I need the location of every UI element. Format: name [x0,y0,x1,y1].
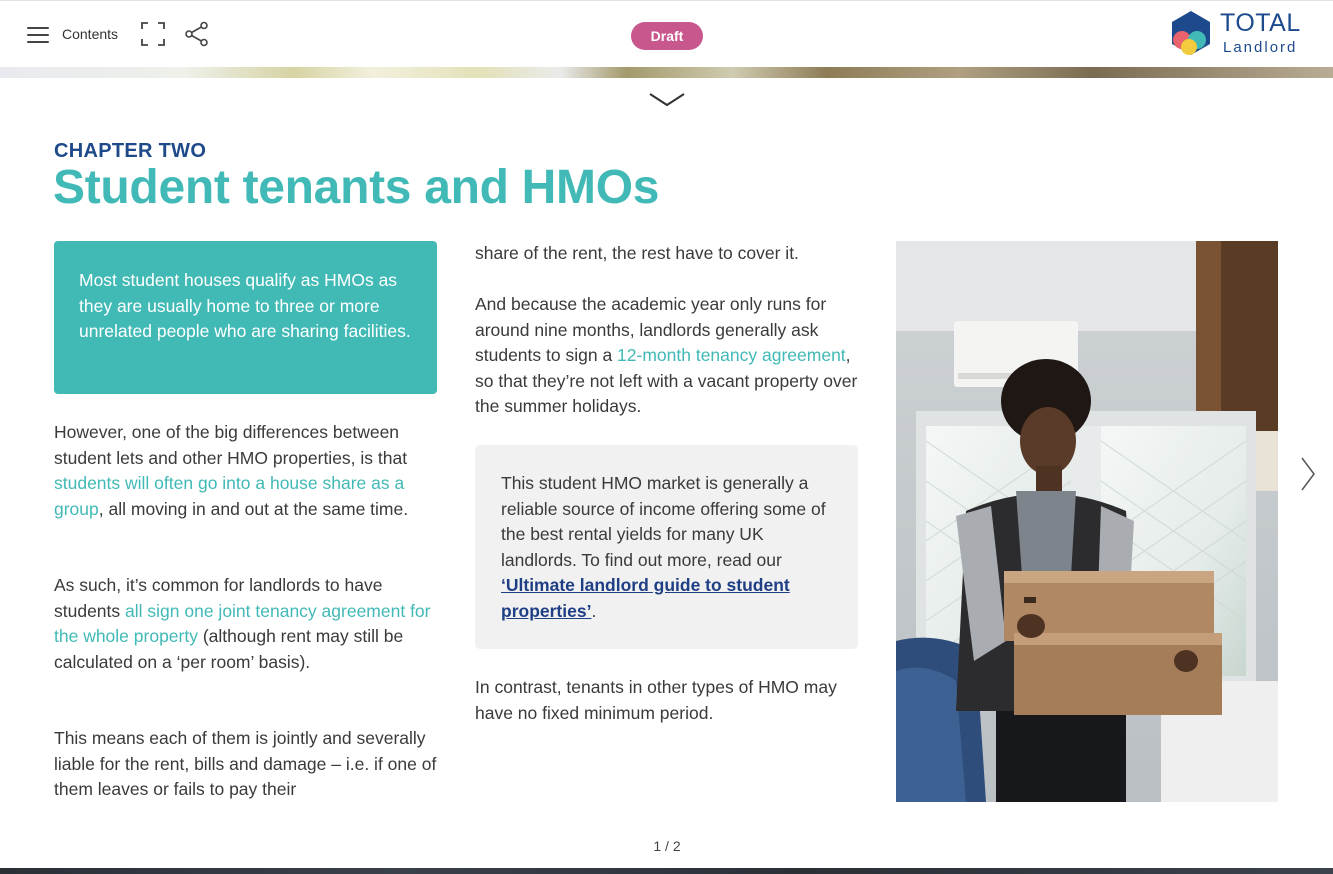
info-box [475,445,858,649]
total-landlord-logo[interactable] [1170,9,1320,59]
bottom-strip [0,868,1333,874]
paragraph-6: In contrast, tenants in other types of HMO may have no fixed minimum period. [475,677,837,723]
house-share-link[interactable]: students will often go into a house share as a group [54,473,405,519]
draft-badge: Draft [631,22,703,50]
fullscreen-button[interactable] [141,22,165,46]
paragraph-1-text: However, one of the big differences between student lets and other HMO properties, is that [54,422,408,468]
callout-text: Most student houses qualify as HMOs as they are usually home to three or more unrelated people who are sharing facilities. [79,270,411,341]
callout-box [54,241,437,394]
student-guide-link[interactable]: ‘Ultimate landlord guide to student properties’ [501,575,790,621]
paragraph-3: This means each of them is jointly and severally liable for the rent, bills and damage – i.e. if one of them leaves or fails to pay their [54,728,437,799]
tenancy-agreement-link[interactable]: 12-month tenancy agreement [617,345,846,365]
info-box-text: This student HMO market is generally a reliable source of income offering some of the best rental yields for many UK landlords. To find out more, read our [501,473,826,570]
logo-landlord-text: Landlord [1223,39,1298,56]
chevron-down-icon [648,90,686,110]
paragraph-2 [54,573,446,675]
scroll-down-button[interactable] [648,90,686,110]
paragraph-2-text: As such, it’s common for landlords to have students [54,575,383,621]
share-button[interactable] [184,21,210,47]
logo-total-text: TOTAL [1220,9,1301,37]
chapter-label: CHAPTER TWO [54,140,207,162]
page-separator: / [665,838,669,854]
contents-label: Contents [62,26,119,42]
student-moving-photo [896,241,1278,802]
header-image-strip [0,67,1333,78]
next-page-button[interactable] [1298,455,1318,493]
page-title: Student tenants and HMOs [53,161,660,214]
logo-hexagon-icon [1170,10,1212,56]
paragraph-5-text-end: , so that they’re not left with a vacant property over the summer holidays. [475,345,858,416]
top-toolbar [0,0,1333,67]
info-box-text-end: . [591,600,597,621]
paragraph-1-text-end: , all moving in and out at the same time. [98,498,409,519]
menu-icon [27,25,49,43]
chevron-right-icon [1298,455,1318,493]
paragraph-5-text: And because the academic year only runs for around nine months, landlords generally ask students to sign a [475,294,827,365]
paragraph-5 [475,292,865,420]
paragraph-1 [54,420,446,522]
contents-menu-button[interactable] [27,22,127,46]
total-pages: 2 [672,838,681,854]
paragraph-4: share of the rent, the rest have to cover it. [475,243,799,263]
share-icon [184,21,210,47]
paragraph-2-text-end: (although rent may still be calculated on a ‘per room’ basis). [54,626,404,672]
photo-illustration [896,241,1278,802]
page-indicator [640,838,694,854]
current-page: 1 [653,838,662,854]
joint-tenancy-link[interactable]: all sign one joint tenancy agreement for the whole property [54,600,431,646]
fullscreen-icon [141,22,165,46]
